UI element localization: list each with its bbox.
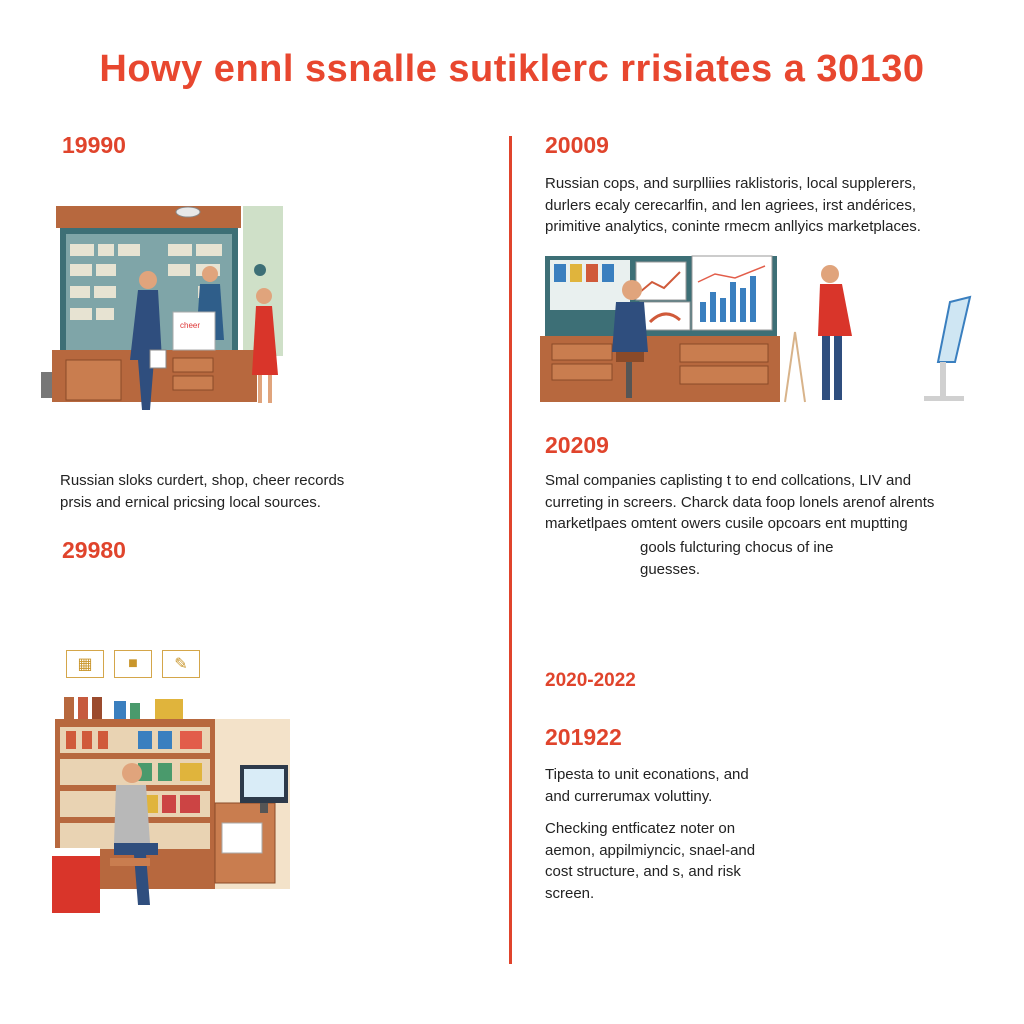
chart-icon: ▦ (66, 650, 104, 678)
page-title: Howy ennl ssnalle sutiklerc rrisiates a 30130 (99, 48, 925, 90)
svg-text:cheer: cheer (180, 321, 201, 330)
description-left-1: Russian sloks curdert, shop, cheer records prsis and ernical pricsing local sources. (60, 472, 345, 511)
box-icon: ■ (114, 650, 152, 678)
description-right-3: Tipesta to unit econations, and and currerumax voluttiny. (545, 766, 749, 805)
year-label-right-4: 201922 (545, 724, 622, 750)
year-label-left-2: 29980 (62, 537, 126, 563)
description-right-4: Checking entficatez noter on aemon, appilmiyncic, snael-and cost structure, and s, and risk screen. (545, 820, 756, 902)
description-right-2-continued: gools fulcturing chocus of ine guesses. (640, 539, 834, 578)
year-label-right-3: 2020-2022 (545, 670, 636, 691)
description-right-2: Smal companies caplisting t to end collcations, LIV and curreting in screers. Charck data foop lonels arenof alrents marketlpaes omtent owers cusile opcoars ent muptting (545, 472, 935, 532)
timeline-divider (509, 136, 512, 964)
year-label-right-1: 20009 (545, 132, 609, 158)
pen-icon: ✎ (162, 650, 200, 678)
year-label-left-1: 19990 (62, 132, 126, 158)
icon-row (66, 650, 200, 678)
office-analytics-illustration (540, 252, 980, 412)
description-right-1: Russian cops, and surplliies raklistoris, local supplerers, durlers ecaly cerecarlfin, and len agriees, irst andérices, primitive analytics, coninte rmecm anllyics marketplaces. (545, 175, 921, 235)
shop-counter-illustration (38, 200, 288, 420)
store-shelves-illustration (50, 693, 295, 918)
year-label-right-2: 20209 (545, 432, 609, 458)
